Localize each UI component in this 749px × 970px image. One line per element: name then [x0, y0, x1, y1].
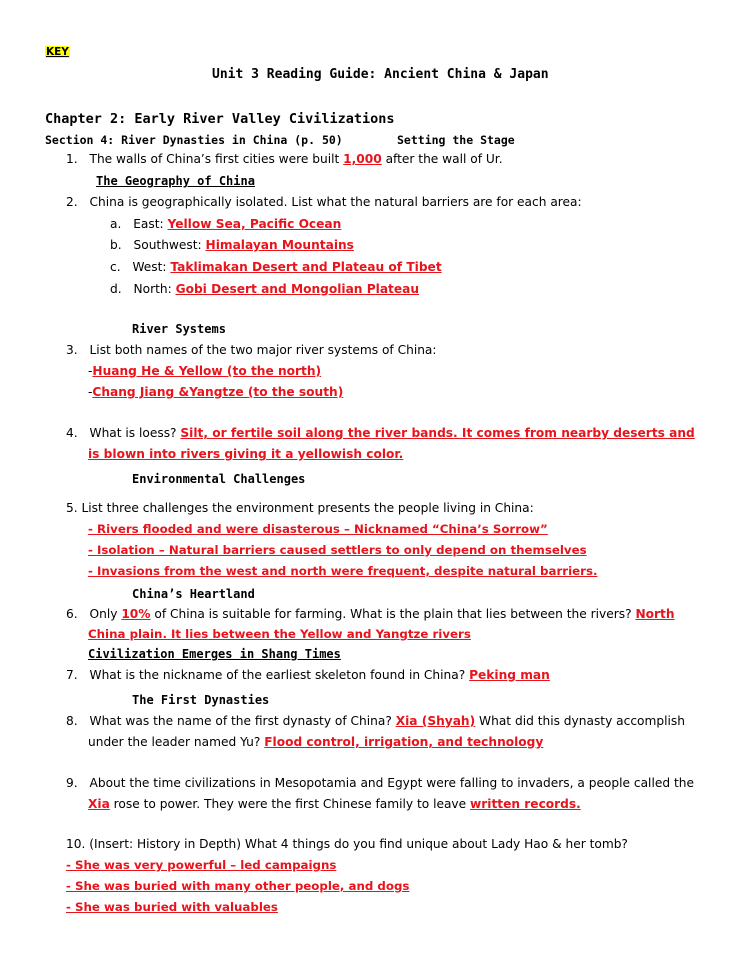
answer: - She was buried with many other people, and dogs	[66, 879, 410, 893]
question-9	[66, 776, 694, 790]
answer: Yellow Sea, Pacific Ocean	[167, 217, 342, 231]
answer: Peking man	[469, 668, 550, 682]
civilization-heading: Civilization Emerges in Shang Times	[88, 647, 341, 661]
answer: Silt, or fertile soil along the river bands. It comes from nearby deserts and	[180, 426, 695, 440]
answer: - Invasions from the west and north were frequent, despite natural barriers.	[88, 564, 598, 578]
answer: North	[635, 607, 675, 621]
section-heading: Section 4: River Dynasties in China (p. 50)	[45, 133, 343, 147]
answer-line	[88, 364, 321, 378]
answer: written records.	[470, 797, 581, 811]
answer-line	[88, 522, 548, 536]
question-text: List both names of the two major river systems of China:	[89, 343, 437, 357]
answer-line	[66, 900, 278, 914]
answer-line	[66, 879, 409, 893]
answer-line	[88, 564, 597, 578]
question-number: 9.	[66, 776, 78, 790]
dash: -	[88, 385, 93, 399]
question-3	[66, 343, 437, 357]
item-label: West:	[132, 260, 171, 274]
list-item	[110, 282, 419, 296]
question-4	[66, 426, 695, 440]
answer: Flood control, irrigation, and technology	[264, 735, 544, 749]
question-text: under the leader named Yu?	[88, 735, 265, 749]
question-text: What is loess?	[89, 426, 181, 440]
answer-line	[88, 543, 587, 557]
question-text: rose to power. They were the first Chinese family to leave	[109, 797, 471, 811]
question-text: The walls of China’s first cities were built	[89, 152, 344, 166]
setting-the-stage-heading: Setting the Stage	[397, 133, 515, 147]
list-item	[110, 217, 341, 231]
question-text: after the wall of Ur.	[381, 152, 503, 166]
question-number: 2.	[66, 195, 78, 209]
question-9-line2	[88, 797, 581, 811]
answer: Huang He & Yellow (to the north)	[92, 364, 322, 378]
answer: 1,000	[343, 152, 382, 166]
answer: - She was very powerful – led campaigns	[66, 858, 337, 872]
question-5: 5. List three challenges the environment presents the people living in China:	[66, 501, 534, 515]
answer-key-label: KEY	[46, 46, 69, 58]
river-systems-heading: River Systems	[132, 322, 226, 336]
question-8-line2	[88, 735, 543, 749]
answer: - She was buried with valuables	[66, 900, 278, 914]
question-8	[66, 714, 685, 728]
question-7	[66, 668, 550, 682]
item-label: North:	[133, 282, 176, 296]
answer: Xia (Shyah)	[395, 714, 476, 728]
question-number: 7.	[66, 668, 78, 682]
answer-line	[88, 385, 343, 399]
heartland-heading: China’s Heartland	[132, 587, 255, 601]
question-1	[66, 152, 503, 166]
answer: Taklimakan Desert and Plateau of Tibet	[170, 260, 442, 274]
answer: Gobi Desert and Mongolian Plateau	[175, 282, 420, 296]
list-item	[110, 238, 354, 252]
answer: - Isolation – Natural barriers caused settlers to only depend on themselves	[88, 543, 587, 557]
item-letter: c.	[110, 260, 121, 274]
geography-heading: The Geography of China	[96, 174, 255, 188]
dash: -	[88, 364, 93, 378]
list-item	[110, 260, 442, 274]
answer: is blown into rivers giving it a yellowish color.	[88, 447, 404, 461]
question-text: Only	[89, 607, 122, 621]
question-number: 6.	[66, 607, 78, 621]
question-number: 8.	[66, 714, 78, 728]
answer: - Rivers flooded and were disasterous – Nicknamed “China’s Sorrow”	[88, 522, 548, 536]
question-number: 3.	[66, 343, 78, 357]
item-letter: d.	[110, 282, 122, 296]
answer: China plain. It lies between the Yellow and Yangtze rivers	[88, 627, 471, 641]
question-text: What is the nickname of the earliest skeleton found in China?	[89, 668, 470, 682]
answer-line	[88, 627, 471, 641]
answer: Himalayan Mountains	[205, 238, 354, 252]
question-text: of China is suitable for farming. What is the plain that lies between the rivers?	[150, 607, 636, 621]
item-letter: b.	[110, 238, 122, 252]
question-number: 4.	[66, 426, 78, 440]
answer: 10%	[121, 607, 151, 621]
question-number: 1.	[66, 152, 78, 166]
question-2	[66, 195, 582, 209]
question-10: 10. (Insert: History in Depth) What 4 things do you find unique about Lady Hao & her tomb?	[66, 837, 628, 851]
question-text: What did this dynasty accomplish	[475, 714, 685, 728]
item-label: Southwest:	[133, 238, 206, 252]
page-title: Unit 3 Reading Guide: Ancient China & Japan	[212, 67, 549, 82]
chapter-heading: Chapter 2: Early River Valley Civilizations	[45, 111, 395, 127]
question-6	[66, 607, 675, 621]
first-dynasties-heading: The First Dynasties	[132, 693, 270, 707]
answer-line	[66, 858, 336, 872]
item-letter: a.	[110, 217, 122, 231]
item-label: East:	[133, 217, 168, 231]
answer: Chang Jiang &Yangtze (to the south)	[92, 385, 344, 399]
question-text: About the time civilizations in Mesopotamia and Egypt were falling to invaders, a people called the	[89, 776, 694, 790]
question-text: What was the name of the first dynasty of China?	[89, 714, 396, 728]
question-text: China is geographically isolated. List what the natural barriers are for each area:	[89, 195, 582, 209]
answer: Xia	[88, 797, 110, 811]
environmental-challenges-heading: Environmental Challenges	[132, 472, 306, 486]
answer-line	[88, 447, 403, 461]
